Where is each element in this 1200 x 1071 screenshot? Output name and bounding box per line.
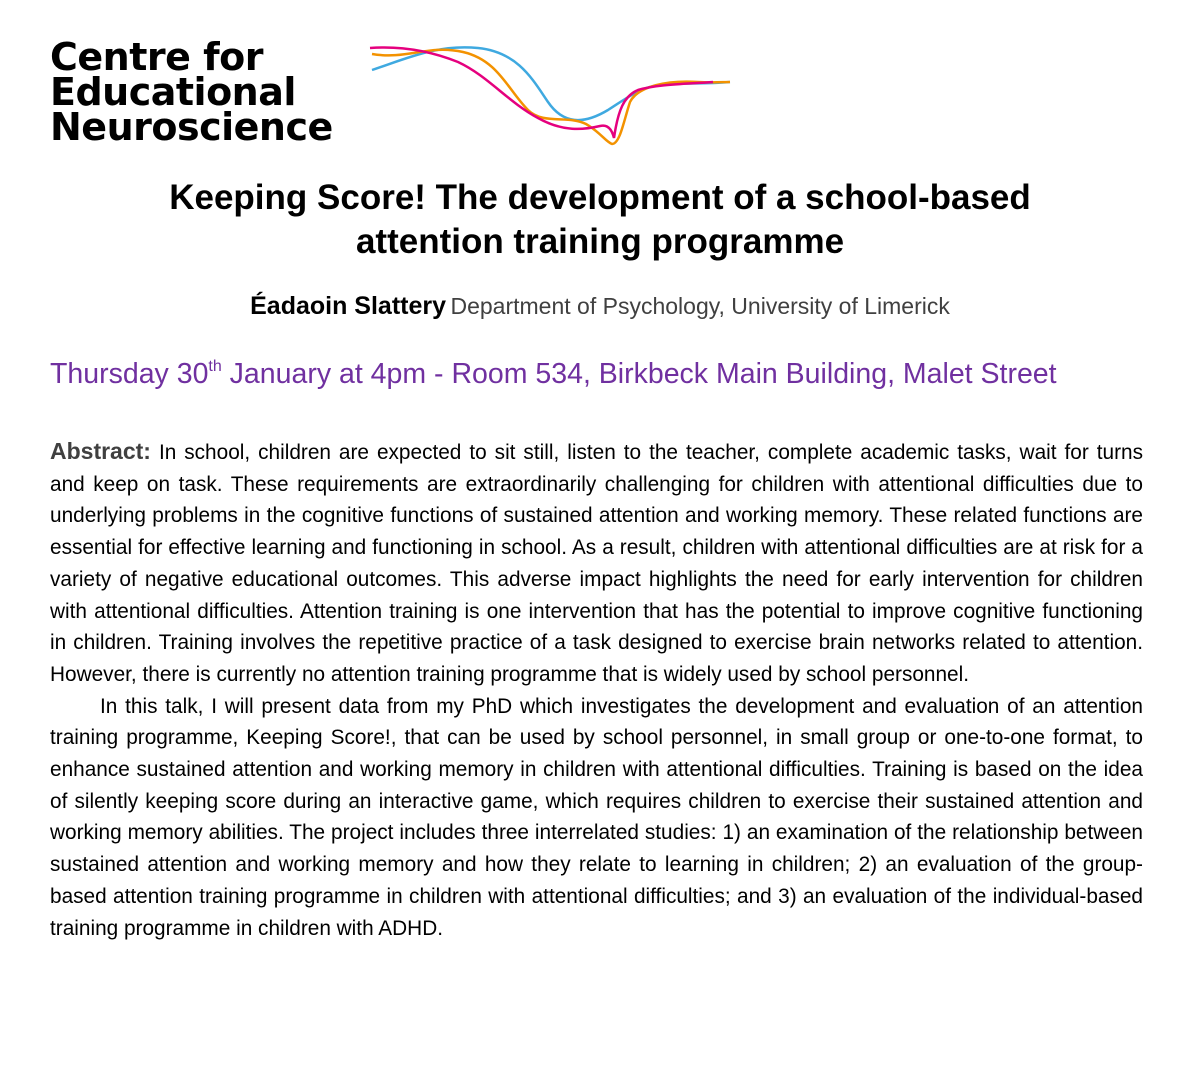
wave-orange <box>372 50 730 144</box>
abstract-label: Abstract: <box>50 438 151 464</box>
speaker-line <box>0 292 1200 321</box>
brainwave-logo-icon <box>368 40 738 150</box>
speaker-affiliation: Department of Psychology, University of Limerick <box>450 293 950 319</box>
logo-line-3: Neuroscience <box>50 105 333 149</box>
event-details <box>50 358 1160 391</box>
centre-logo <box>50 35 750 150</box>
event-location: January at 4pm - Room 534, Birkbeck Main Building, Malet Street <box>221 358 1057 390</box>
event-day: Thursday 30 <box>50 358 209 390</box>
speaker-name: Éadaoin Slattery <box>250 292 447 320</box>
event-ordinal: th <box>208 358 222 375</box>
abstract-paragraph-2: In this talk, I will present data from my PhD which investigates the development and evaluation of an attention training programme, Keeping Score!, that can be used by school personnel, in small group or one-to-one format, to enhance sustained attention and working memory in children with attentional difficulties. Training is based on the idea of silently keeping score during an interactive game, which requires children to exercise their sustained attention and working memory abilities. The project includes three interrelated studies: 1) an examination of the relationship between sustained attention and working memory and how they relate to learning in children; 2) an evaluation of the group-based attention training programme in children with attentional difficulties; and 3) an evaluation of the individual-based training programme in children with ADHD. <box>50 694 1143 940</box>
talk-title-line-1: Keeping Score! The development of a school-based <box>169 178 1031 217</box>
abstract-paragraph-1 <box>50 436 1143 691</box>
abstract <box>50 436 1143 944</box>
logo-line-1: Centre for <box>50 35 263 79</box>
talk-title <box>0 176 1200 264</box>
talk-title-line-2: attention training programme <box>355 222 845 261</box>
abstract-paragraph-1-text: In school, children are expected to sit still, listen to the teacher, complete academic tasks, wait for turns and keep on task. These requirements are extraordinarily challenging for children with attentional difficulties due to underlying problems in the cognitive functions of sustained attention and working memory. These related functions are essential for effective learning and functioning in school. As a result, children with attentional difficulties are at risk for a variety of negative educational outcomes. This adverse impact highlights the need for early intervention for children with attentional difficulties. Attention training is one intervention that has the potential to improve cognitive functioning in children. Training involves the repetitive practice of a task designed to exercise brain networks related to attention. However, there is currently no attention training programme that is widely used by school personnel. <box>50 441 1143 686</box>
logo-wordmark <box>50 35 333 149</box>
logo-line-2: Educational <box>50 70 296 114</box>
